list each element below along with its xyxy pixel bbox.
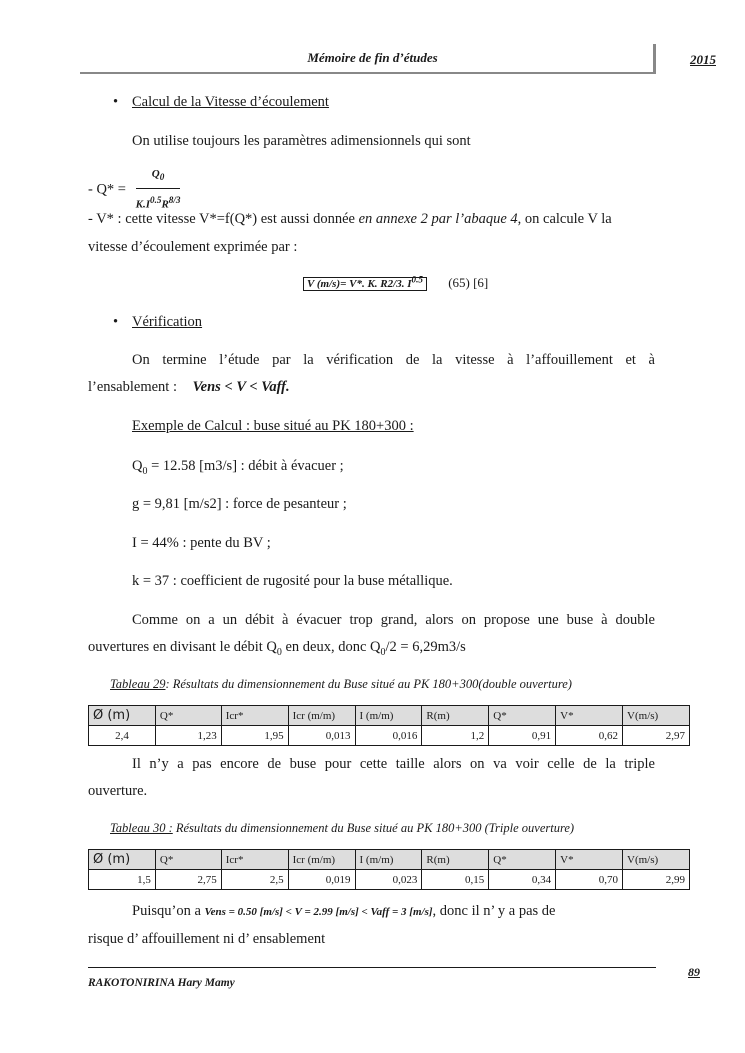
table29-header-cell: Icr* — [221, 706, 288, 726]
velocity-formula-box: V (m/s)= V*. K. R2/3. $I^{0.5}$ — [303, 277, 427, 291]
table29-value-cell: 0,91 — [489, 726, 556, 746]
verification-line-2: l’ensablement : Vens < V < Vaff. — [88, 379, 290, 395]
table29-header-cell: R(m) — [422, 706, 489, 726]
table29-value-row — [89, 726, 690, 746]
table30-value-cell: 2,99 — [623, 870, 690, 890]
table30-header-cell: R(m) — [422, 850, 489, 870]
heading-verification: Vérification — [132, 314, 203, 330]
table30-value-cell: 2,5 — [221, 870, 288, 890]
q-star-denominator: $K.I^{0.5}R^{8/3}$ — [135, 195, 181, 211]
header-divider — [653, 44, 656, 74]
table30-header-row — [89, 850, 690, 870]
table29-header-cell: Q* — [155, 706, 221, 726]
comme-line: Comme on a un débit à évacuer trop grand, alors on propose une buse à double — [132, 612, 655, 628]
table30-value-cell: 1,5 — [89, 870, 156, 890]
q-star-label: - Q* = — [88, 181, 126, 198]
header-title: Mémoire de fin d’études — [307, 50, 438, 65]
table30-header-cell: V(m/s) — [623, 850, 690, 870]
table30-value-cell: 0,34 — [489, 870, 556, 890]
table29-header-cell: Icr (m/m) — [288, 706, 355, 726]
intro-text: On utilise toujours les paramètres adimensionnels qui sont — [132, 133, 471, 149]
table29 — [88, 705, 690, 746]
table29-value-cell: 1,2 — [422, 726, 489, 746]
table30-value-cell: 0,70 — [556, 870, 623, 890]
bullet-verification: • — [113, 314, 119, 330]
i-line: I = 44% : pente du BV ; — [132, 535, 271, 551]
table29-value-cell: 1,23 — [155, 726, 221, 746]
table30-value-cell: 2,75 — [155, 870, 221, 890]
velocity-formula — [303, 274, 488, 291]
table30-header-cell: Icr* — [221, 850, 288, 870]
v-star-line-2: vitesse d’écoulement exprimée par : — [88, 239, 298, 255]
example-heading: Exemple de Calcul : buse situé au PK 180+300 : — [132, 418, 414, 434]
table29-header-cell: Q* — [489, 706, 556, 726]
mid-line-2: ouverture. — [88, 783, 148, 799]
table29-header-cell: Ø (m) — [89, 706, 156, 726]
q-star-fraction — [136, 164, 181, 215]
table29-caption: Tableau 29: Résultats du dimensionnement du Buse situé au PK 180+300(double ouverture) — [110, 677, 572, 691]
table29-header-cell: I (m/m) — [355, 706, 422, 726]
v-star-line: - V* : cette vitesse V*=f(Q*) est aussi donnée en annexe 2 par l’abaque 4, on calcule V la — [88, 211, 612, 227]
table30-header-cell: Icr (m/m) — [288, 850, 355, 870]
table30-header-cell: I (m/m) — [355, 850, 422, 870]
table30-header-cell: V* — [556, 850, 623, 870]
conclusion-line-2: risque d’ affouillement ni d’ ensablement — [88, 931, 326, 947]
formula-reference: (65) [6] — [448, 274, 489, 290]
bullet-calcul: • — [113, 94, 119, 110]
table29-header-row — [89, 706, 690, 726]
table29-value-cell: 0,016 — [355, 726, 422, 746]
table30-header-cell: Ø (m) — [89, 850, 156, 870]
page-number: 89 — [688, 965, 700, 979]
heading-calcul-vitesse: Calcul de la Vitesse d’écoulement — [132, 94, 329, 110]
g-line: g = 9,81 [m/s2] : force de pesanteur ; — [132, 496, 347, 512]
table29-value-cell: 2,97 — [623, 726, 690, 746]
author-name: RAKOTONIRINA Hary Mamy — [88, 977, 235, 989]
table30-value-cell: 0,023 — [355, 870, 422, 890]
verification-line-1: On termine l’étude par la vérification de la vitesse à l’affouillement et à — [132, 352, 655, 368]
table29-header-cell: V(m/s) — [623, 706, 690, 726]
table30-value-cell: 0,019 — [288, 870, 355, 890]
table30-header-cell: Q* — [155, 850, 221, 870]
k-line: k = 37 : coefficient de rugosité pour la buse métallique. — [132, 573, 453, 589]
table29-value-cell: 2,4 — [89, 726, 156, 746]
table30 — [88, 849, 690, 890]
table29-value-cell: 0,013 — [288, 726, 355, 746]
table29-value-cell: 0,62 — [556, 726, 623, 746]
q-star-formula — [88, 164, 180, 215]
table30-value-cell: 0,15 — [422, 870, 489, 890]
q-star-numerator: $Q_0$ — [136, 164, 181, 189]
q0-line: $Q_0 = 12.58$ [m3/s] : débit à évacuer ; — [132, 458, 344, 477]
table30-header-cell: Q* — [489, 850, 556, 870]
table29-value-cell: 1,95 — [221, 726, 288, 746]
table30-value-row — [89, 870, 690, 890]
table29-header-cell: V* — [556, 706, 623, 726]
ouvertures-line: ouvertures en divisant le débit $Q_0$ en deux, donc $Q_0/2 = 6,29m3/s$ — [88, 639, 466, 658]
table30-caption: Tableau 30 : Résultats du dimensionnement du Buse situé au PK 180+300 (Triple ouverture) — [110, 821, 575, 835]
conclusion-line-1: Puisqu’on a Vens = 0.50 [m/s] < V = 2.99 [m/s] < Vaff = 3 [m/s], donc il n’ y a pas de — [132, 903, 556, 919]
mid-line-1: Il n’y a pas encore de buse pour cette taille alors on va voir celle de la triple — [132, 756, 655, 772]
footer-rule — [88, 967, 656, 968]
header-year: 2015 — [690, 52, 716, 67]
header-rule — [80, 72, 656, 74]
